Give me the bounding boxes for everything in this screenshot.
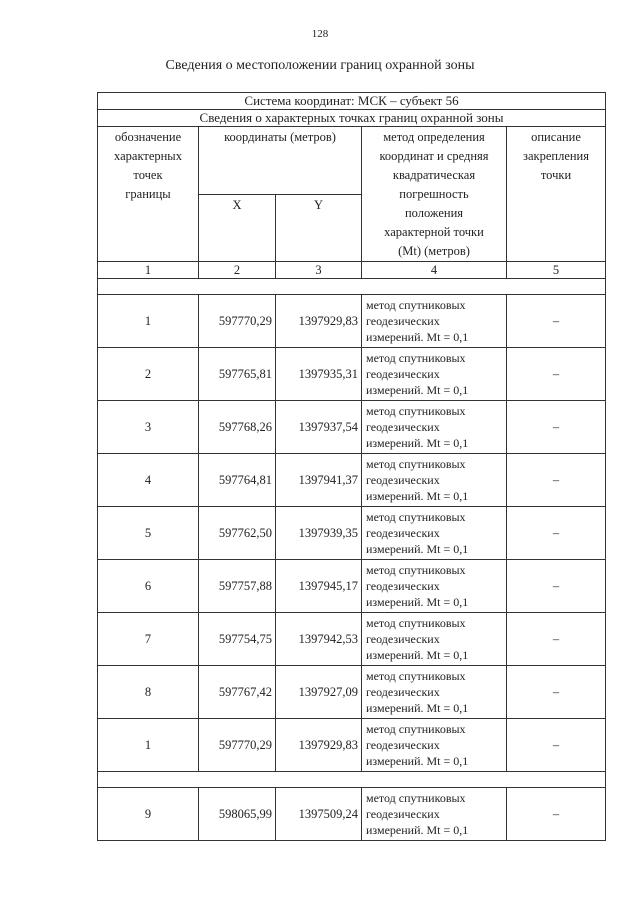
method-cell <box>362 788 507 841</box>
column-number: 4 <box>362 262 507 279</box>
table-row <box>98 507 606 560</box>
table-row <box>98 788 606 841</box>
y-cell: 1397942,53 <box>276 613 362 666</box>
point-cell: 3 <box>98 401 199 454</box>
group-separator-row <box>98 279 606 295</box>
method-line: геодезических <box>366 632 440 646</box>
page-heading: Сведения о местоположении границ охранной зоны <box>165 58 475 73</box>
column-number: 1 <box>98 262 199 279</box>
x-cell: 597757,88 <box>199 560 276 613</box>
description-cell: – <box>507 507 606 560</box>
table-row <box>98 348 606 401</box>
table-row <box>98 666 606 719</box>
description-cell: – <box>507 454 606 507</box>
method-cell <box>362 348 507 401</box>
method-line: метод спутниковых <box>366 791 466 805</box>
description-cell: – <box>507 401 606 454</box>
coordinate-system-row: Система координат: МСК – субъект 56 <box>98 93 606 110</box>
header-description: описание закрепления точки <box>507 127 606 262</box>
column-number: 2 <box>199 262 276 279</box>
x-cell: 597765,81 <box>199 348 276 401</box>
method-line: измерений. Mt = 0,1 <box>366 595 469 609</box>
group-separator <box>98 772 606 788</box>
point-cell: 7 <box>98 613 199 666</box>
table-row <box>98 454 606 507</box>
method-line: геодезических <box>366 807 440 821</box>
method-cell <box>362 719 507 772</box>
method-line: метод спутниковых <box>366 457 466 471</box>
description-cell: – <box>507 560 606 613</box>
y-cell: 1397937,54 <box>276 401 362 454</box>
method-line: метод спутниковых <box>366 616 466 630</box>
y-cell: 1397939,35 <box>276 507 362 560</box>
point-cell: 5 <box>98 507 199 560</box>
description-cell: – <box>507 348 606 401</box>
method-line: измерений. Mt = 0,1 <box>366 701 469 715</box>
x-cell: 597767,42 <box>199 666 276 719</box>
group-separator <box>98 279 606 295</box>
method-cell <box>362 507 507 560</box>
boundary-points-table <box>97 92 606 841</box>
x-cell: 597764,81 <box>199 454 276 507</box>
x-cell: 597770,29 <box>199 295 276 348</box>
header-method: метод определения координат и средняя квадратическая погрешность положения характерной точки (Mt) (метров) <box>362 127 507 262</box>
header-coordinates: координаты (метров) <box>199 127 362 195</box>
y-cell: 1397509,24 <box>276 788 362 841</box>
x-cell: 597770,29 <box>199 719 276 772</box>
method-cell <box>362 295 507 348</box>
header-y: Y <box>276 194 362 262</box>
method-line: геодезических <box>366 473 440 487</box>
table-row <box>98 613 606 666</box>
method-line: геодезических <box>366 314 440 328</box>
method-line: геодезических <box>366 579 440 593</box>
method-line: измерений. Mt = 0,1 <box>366 542 469 556</box>
header-x: X <box>199 194 276 262</box>
point-cell: 1 <box>98 295 199 348</box>
method-cell <box>362 401 507 454</box>
page-number: 128 <box>311 28 329 40</box>
method-line: геодезических <box>366 526 440 540</box>
table-row <box>98 719 606 772</box>
x-cell: 597768,26 <box>199 401 276 454</box>
column-number: 5 <box>507 262 606 279</box>
point-cell: 1 <box>98 719 199 772</box>
point-cell: 8 <box>98 666 199 719</box>
method-line: метод спутниковых <box>366 510 466 524</box>
method-line: измерений. Mt = 0,1 <box>366 330 469 344</box>
method-cell <box>362 666 507 719</box>
method-line: измерений. Mt = 0,1 <box>366 648 469 662</box>
point-cell: 2 <box>98 348 199 401</box>
method-cell <box>362 613 507 666</box>
method-line: геодезических <box>366 685 440 699</box>
description-cell: – <box>507 788 606 841</box>
method-line: метод спутниковых <box>366 404 466 418</box>
method-line: метод спутниковых <box>366 351 466 365</box>
description-cell: – <box>507 295 606 348</box>
method-line: метод спутниковых <box>366 722 466 736</box>
point-cell: 6 <box>98 560 199 613</box>
point-cell: 4 <box>98 454 199 507</box>
description-cell: – <box>507 719 606 772</box>
method-cell <box>362 454 507 507</box>
y-cell: 1397927,09 <box>276 666 362 719</box>
y-cell: 1397935,31 <box>276 348 362 401</box>
method-line: метод спутниковых <box>366 669 466 683</box>
method-cell <box>362 560 507 613</box>
column-number: 3 <box>276 262 362 279</box>
method-line: измерений. Mt = 0,1 <box>366 383 469 397</box>
method-line: метод спутниковых <box>366 563 466 577</box>
y-cell: 1397929,83 <box>276 295 362 348</box>
x-cell: 597754,75 <box>199 613 276 666</box>
method-line: измерений. Mt = 0,1 <box>366 489 469 503</box>
method-line: измерений. Mt = 0,1 <box>366 754 469 768</box>
method-line: измерений. Mt = 0,1 <box>366 823 469 837</box>
method-line: геодезических <box>366 738 440 752</box>
points-info-row: Сведения о характерных точках границ охранной зоны <box>98 110 606 127</box>
group-separator-row <box>98 772 606 788</box>
table-row <box>98 295 606 348</box>
header-designation: обозначение характерных точек границы <box>98 127 199 262</box>
x-cell: 597762,50 <box>199 507 276 560</box>
table-row <box>98 401 606 454</box>
description-cell: – <box>507 613 606 666</box>
method-line: геодезических <box>366 367 440 381</box>
table-row <box>98 560 606 613</box>
y-cell: 1397929,83 <box>276 719 362 772</box>
column-numbers-row <box>98 262 606 279</box>
y-cell: 1397941,37 <box>276 454 362 507</box>
x-cell: 598065,99 <box>199 788 276 841</box>
method-line: измерений. Mt = 0,1 <box>366 436 469 450</box>
description-cell: – <box>507 666 606 719</box>
method-line: метод спутниковых <box>366 298 466 312</box>
method-line: геодезических <box>366 420 440 434</box>
point-cell: 9 <box>98 788 199 841</box>
y-cell: 1397945,17 <box>276 560 362 613</box>
